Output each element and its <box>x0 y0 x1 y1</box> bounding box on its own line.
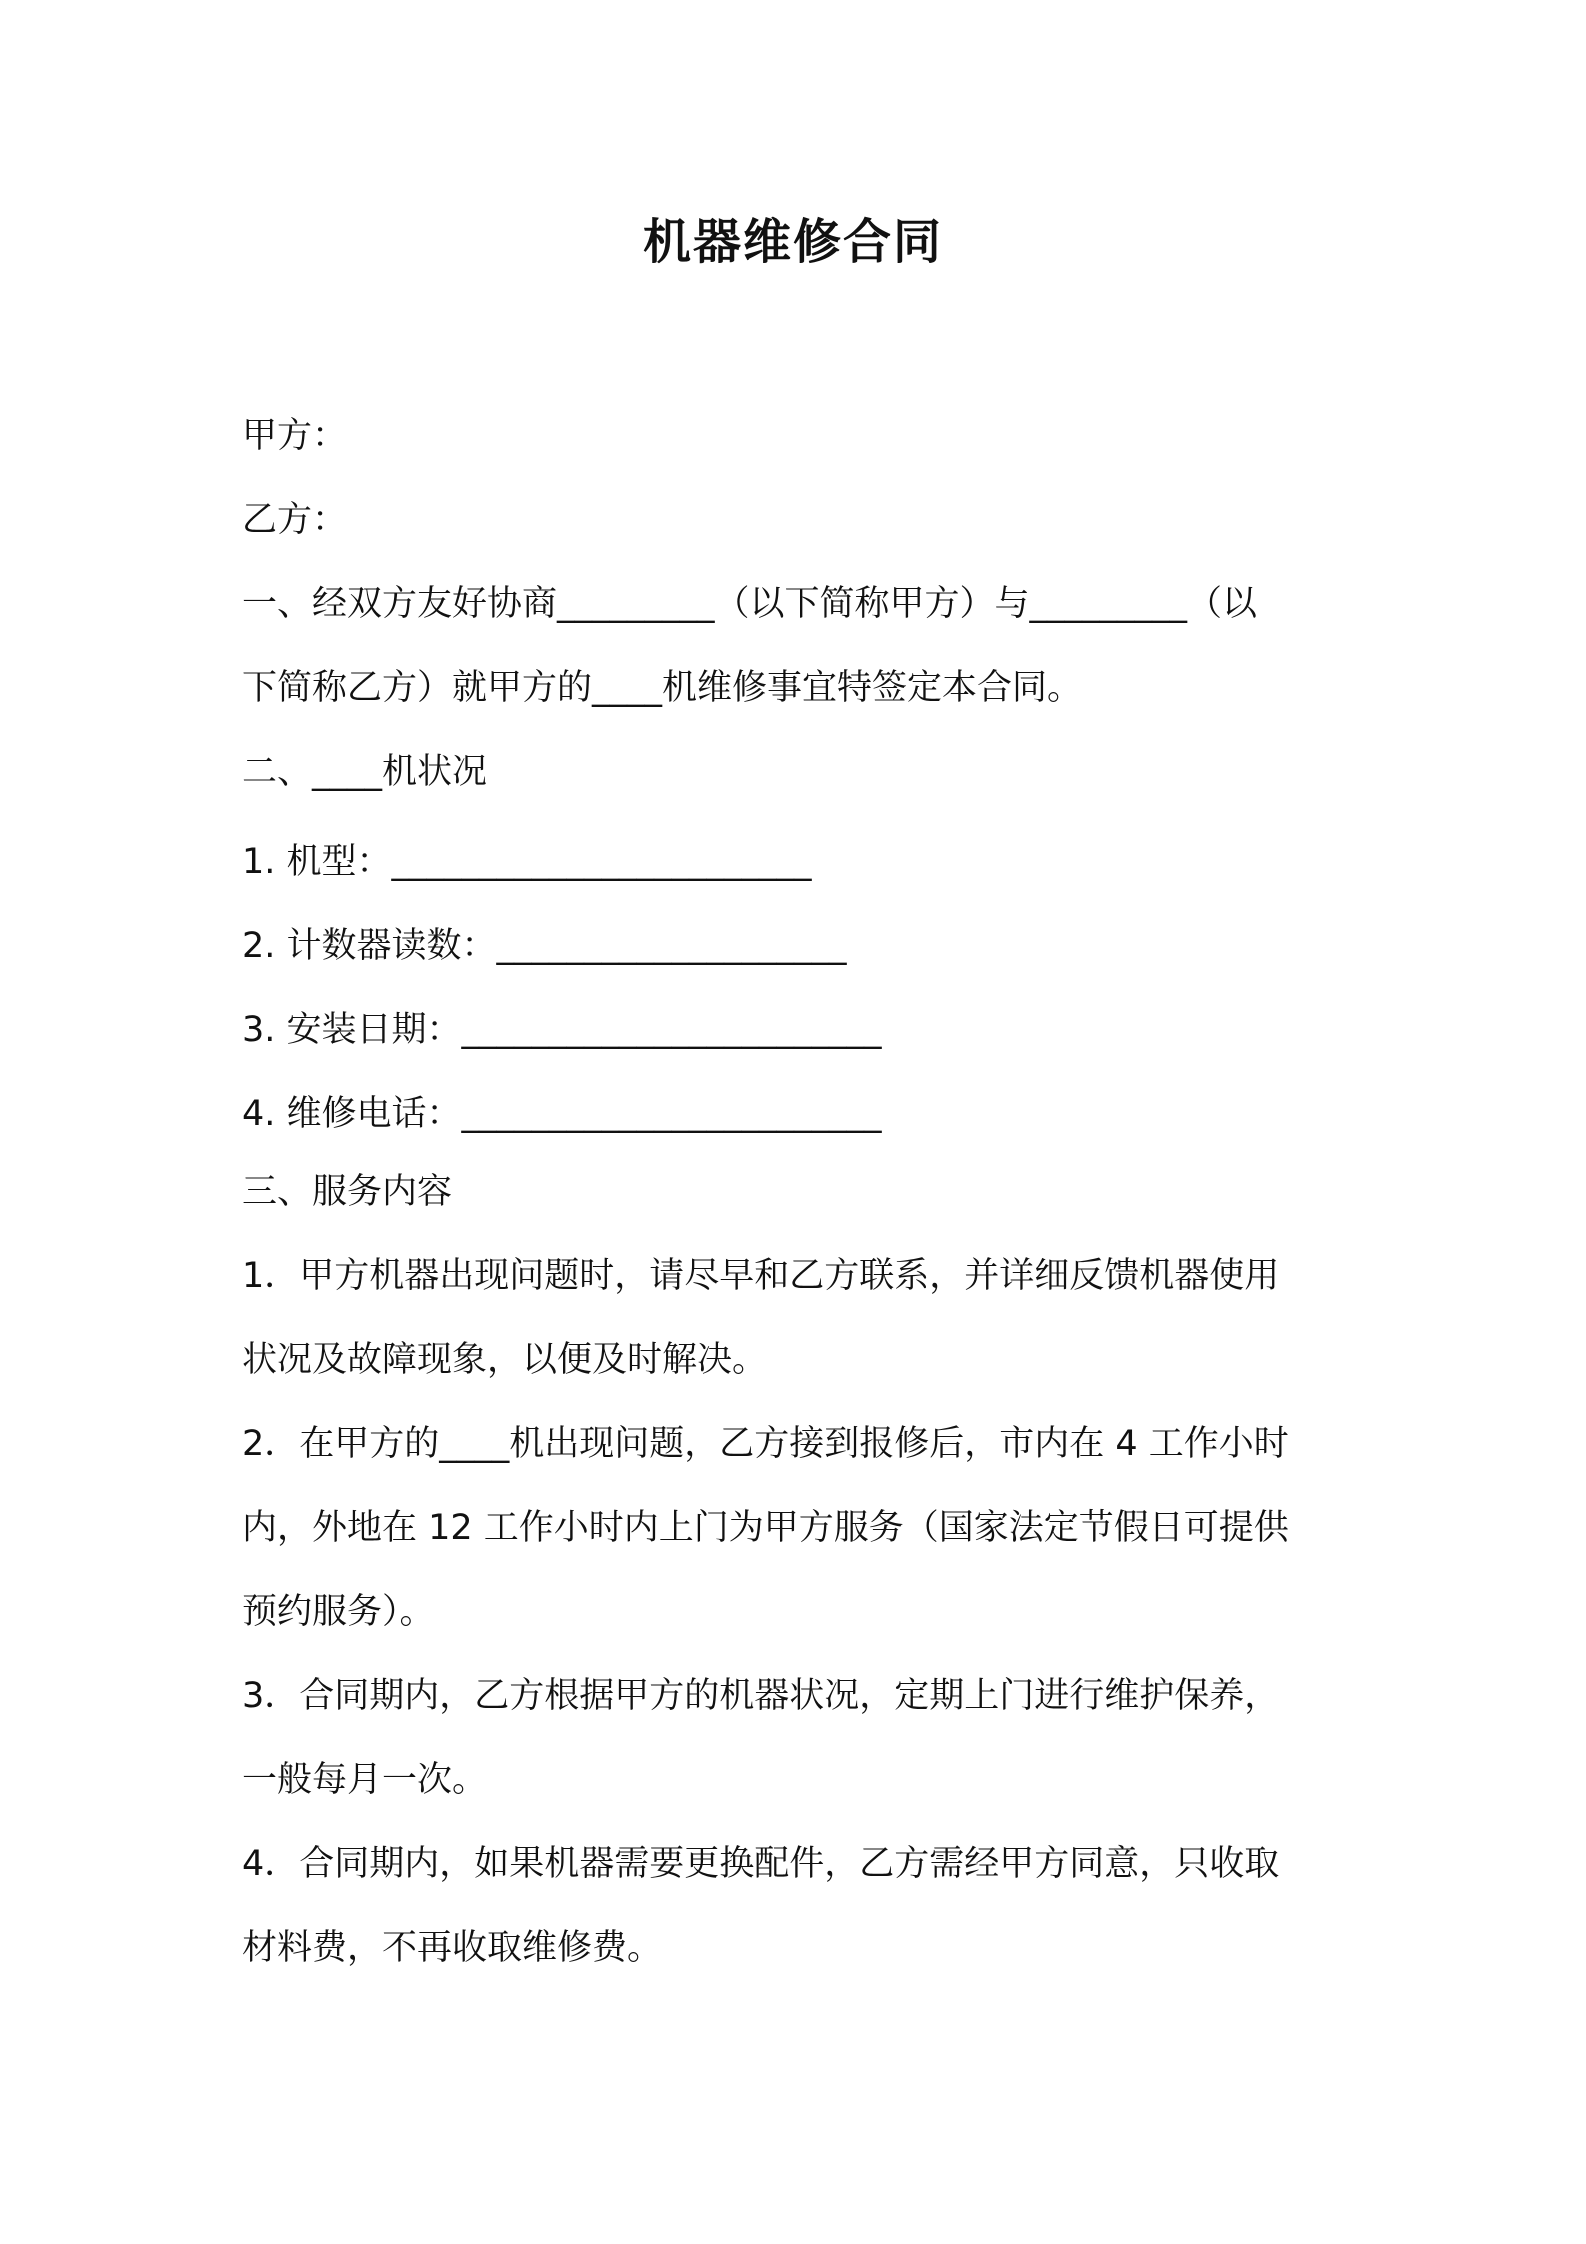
service-1-line-2: 状况及故障现象，以便及时解决。 <box>242 1340 768 1380</box>
section-3-heading: 三、服务内容 <box>242 1172 453 1212</box>
section-2-heading: 二、____机状况 <box>242 752 488 792</box>
machine-model-line: 1. 机型：________________________ <box>242 842 812 882</box>
install-date-line: 3. 安装日期：________________________ <box>242 1010 882 1050</box>
service-4-line-2: 材料费，不再收取维修费。 <box>242 1928 663 1968</box>
party-b-line: 乙方： <box>242 500 348 540</box>
service-1-line-1: 1．甲方机器出现问题时，请尽早和乙方联系，并详细反馈机器使用 <box>242 1256 1280 1296</box>
clause-1-line-2: 下简称乙方）就甲方的____机维修事宜特签定本合同。 <box>242 668 1083 708</box>
counter-reading-line: 2. 计数器读数：____________________ <box>242 926 847 966</box>
party-a-line: 甲方： <box>242 416 348 456</box>
service-4-line-1: 4．合同期内，如果机器需要更换配件，乙方需经甲方同意，只收取 <box>242 1844 1280 1884</box>
service-2-line-3: 预约服务）。 <box>242 1592 435 1632</box>
service-3-line-2: 一般每月一次。 <box>242 1760 488 1800</box>
service-2-line-1: 2．在甲方的____机出现问题，乙方接到报修后，市内在 4 工作小时 <box>242 1424 1289 1464</box>
clause-1-line-1: 一、经双方友好协商_________（以下简称甲方）与_________（以 <box>242 584 1258 624</box>
service-2-line-2: 内，外地在 12 工作小时内上门为甲方服务（国家法定节假日可提供 <box>242 1508 1289 1548</box>
service-3-line-1: 3．合同期内，乙方根据甲方的机器状况，定期上门进行维护保养， <box>242 1676 1280 1716</box>
repair-phone-line: 4. 维修电话：________________________ <box>242 1094 882 1134</box>
document-title: 机器维修合同 <box>642 214 943 270</box>
